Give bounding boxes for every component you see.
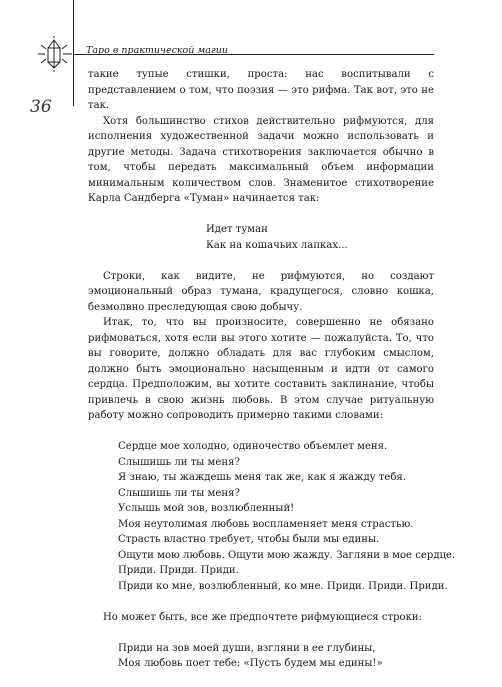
- poem-line: Сердце мое холодно, одиночество объемлет меня.: [118, 441, 388, 452]
- paragraph-1: такие тупые стишки, проста: нас воспитывали с представлением о том, что поэзия — это рифма. Так вот, это не так.: [88, 69, 434, 111]
- paragraph-5: Но может быть, все же предпочтете рифмующиеся строки:: [103, 611, 423, 623]
- page-number: 36: [30, 97, 52, 117]
- poem-line: Моя неутолимая любовь воспламеняет меня страстью.: [118, 518, 414, 530]
- body-text: [88, 67, 456, 687]
- poem-line: Услышь мой зов, возлюбленный!: [118, 503, 295, 514]
- poem-line: Страсть властно требует, чтобы были мы едины.: [118, 534, 380, 545]
- poem-line: Идет туман: [206, 224, 268, 235]
- paragraph-4: Итак, то, что вы произносите, совершенно не обязано рифмоваться, хотя если вы этого хотите — пожалуйста. То, что вы говорите, должно обладать для вас глубоким смыслом, должно быть эмоционально насыщенным и идти от самого сердца. Предположим, вы хотите составить заклинание, чтобы привлечь в свою жизнь любовь. В этом случае ритуальную работу можно сопроводить примерно такими словами:: [88, 317, 434, 421]
- paragraph-2: Хотя большинство стихов действительно рифмуются, для исполнения художественной задачи можно использовать и другие методы. Задача стихотворения заключается обычно в том, чтобы передать максимальный объем информации минимальным количеством слов. Знаменитое стихотворение Карла Сандберга «Туман» начинается так:: [88, 115, 434, 204]
- poem-line: Слышишь ли ты меня?: [118, 456, 240, 468]
- poem-line: Моя любовь поет тебе: «Пусть будем мы едины!»: [118, 658, 383, 669]
- poem-line: Как на кошачьих лапках...: [206, 239, 348, 251]
- poem-line: Приди. Приди. Приди.: [118, 565, 239, 576]
- poem-fog: [206, 222, 434, 253]
- crystal-emblem-icon: [34, 36, 74, 72]
- poem-line: Приди ко мне, возлюбленный, ко мне. Приди. Приди. Приди.: [118, 580, 448, 592]
- running-title: Таро в практической магии: [86, 45, 228, 56]
- poem-line: Приди на зов моей души, взгляни в ее глубины,: [118, 642, 376, 654]
- poem-line: Я знаю, ты жаждешь меня так же, как я жажду тебя.: [118, 472, 407, 483]
- poem-rhymed: [118, 641, 434, 672]
- paragraph-3: Строки, как видите, не рифмуются, но создают эмоциональный образ тумана, крадущегося, словно кошка, безмолвно преследующая свою добычу.: [88, 270, 434, 313]
- poem-spell: [118, 439, 456, 594]
- poem-line: Ощути мою любовь. Ощути мою жажду. Загляни в мое сердце.: [118, 549, 456, 561]
- poem-line: Слышишь ли ты меня?: [118, 487, 240, 499]
